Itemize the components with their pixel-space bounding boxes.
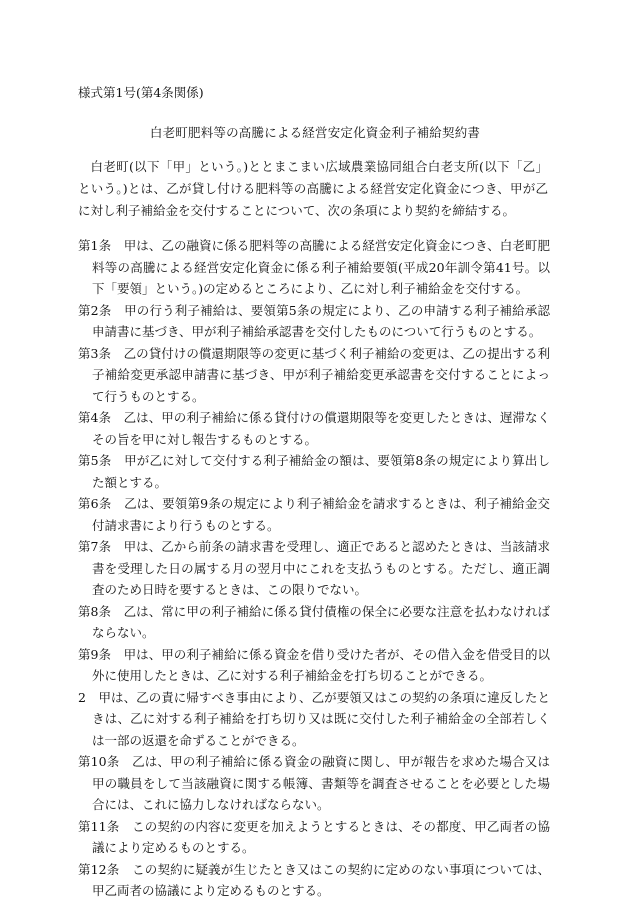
article-text: 甲が乙に対して交付する利子補給金の額は、要領第8条の規定により算出した額とする。 <box>92 453 550 490</box>
article-2 <box>78 300 550 343</box>
article-text: 甲は、乙の責に帰すべき事由により、乙が要領又はこの契約の条項に違反したときは、乙に対する利子補給を打ち切り又は既に交付した利子補給金の全部若しくは一部の返還を命ずることができる。 <box>92 689 550 748</box>
article-text: 乙は、要領第9条の規定により利子補給金を請求するときは、利子補給金交付請求書により行うものとする。 <box>92 496 550 533</box>
article-list <box>78 235 550 902</box>
article-1 <box>78 235 550 300</box>
article-text: 甲の行う利子補給は、要領第5条の規定により、乙の申請する利子補給承認申請書に基づき、甲が利子補給承認書を交付したものについて行うものとする。 <box>92 302 550 339</box>
article-text: 甲は、甲の利子補給に係る資金を借り受けた者が、その借入金を借受目的以外に使用したときは、乙に対する利子補給金を打ち切ることができる。 <box>92 646 550 683</box>
article-number: 第12条 <box>78 861 120 877</box>
article-3 <box>78 343 550 408</box>
preamble-paragraph: 白老町(以下「甲」という。)ととまこまい広域農業協同組合白老支所(以下「乙」という。)とは、乙が貸し付ける肥料等の高騰による経営安定化資金につき、甲が乙に対し利子補給金を交付することについて、次の条項により契約を締結する。 <box>78 159 548 218</box>
article-11 <box>78 816 550 859</box>
article-text: 甲は、乙から前条の請求書を受理し、適正であると認めたときは、当該請求書を受理した日の属する月の翌月中にこれを支払うものとする。ただし、適正調査のため日時を要するときは、この限りでない。 <box>92 539 550 597</box>
article-12 <box>78 859 550 902</box>
article-text: 乙の貸付けの償還期限等の変更に基づく利子補給の変更は、乙の提出する利子補給変更承認申請書に基づき、甲が利子補給変更承認書を交付することによって行うものとする。 <box>92 345 550 404</box>
article-text: 甲は、乙の融資に係る肥料等の高騰による経営安定化資金につき、白老町肥料等の高騰による経営安定化資金に係る利子補給要領(平成20年訓令第41号。以下「要領」という。)の定めるところにより、乙に対し利子補給金を交付する。 <box>92 238 550 296</box>
article-number: 第9条 <box>78 646 112 662</box>
article-number: 第1条 <box>78 238 112 253</box>
article-text: 乙は、甲の利子補給に係る貸付けの償還期限等を変更したときは、遅滞なくその旨を甲に対し報告するものとする。 <box>92 410 550 447</box>
article-number: 第6条 <box>78 496 112 511</box>
article-number: 第7条 <box>78 539 112 554</box>
article-9-paragraph-2 <box>78 687 550 752</box>
article-10 <box>78 751 550 816</box>
paragraph-number: 2 <box>78 689 86 705</box>
article-number: 第8条 <box>78 603 112 619</box>
article-number: 第3条 <box>78 345 112 361</box>
form-label: 様式第1号(第4条関係) <box>78 85 204 100</box>
article-number: 第4条 <box>78 410 112 425</box>
article-text: この契約の内容に変更を加えようとするときは、その都度、甲乙両者の協議により定めるものとする。 <box>92 818 550 855</box>
article-number: 第10条 <box>78 754 120 769</box>
article-number: 第5条 <box>78 453 112 468</box>
document-title: 白老町肥料等の高騰による経営安定化資金利子補給契約書 <box>149 125 481 140</box>
article-5 <box>78 450 550 493</box>
article-text: 乙は、甲の利子補給に係る資金の融資に関し、甲が報告を求めた場合又は甲の職員をして当該融資に関する帳簿、書類等を調査させることを必要とした場合には、これに協力しなければならない。 <box>92 754 550 812</box>
article-text: この契約に疑義が生じたとき又はこの契約に定めのない事項については、甲乙両者の協議により定めるものとする。 <box>92 861 550 898</box>
article-number: 第11条 <box>78 818 120 834</box>
article-8 <box>78 601 550 644</box>
article-9 <box>78 644 550 687</box>
article-4 <box>78 407 550 450</box>
article-6 <box>78 493 550 536</box>
article-text: 乙は、常に甲の利子補給に係る貸付債権の保全に必要な注意を払わなければならない。 <box>92 603 550 640</box>
article-7 <box>78 536 550 601</box>
article-number: 第2条 <box>78 302 112 318</box>
